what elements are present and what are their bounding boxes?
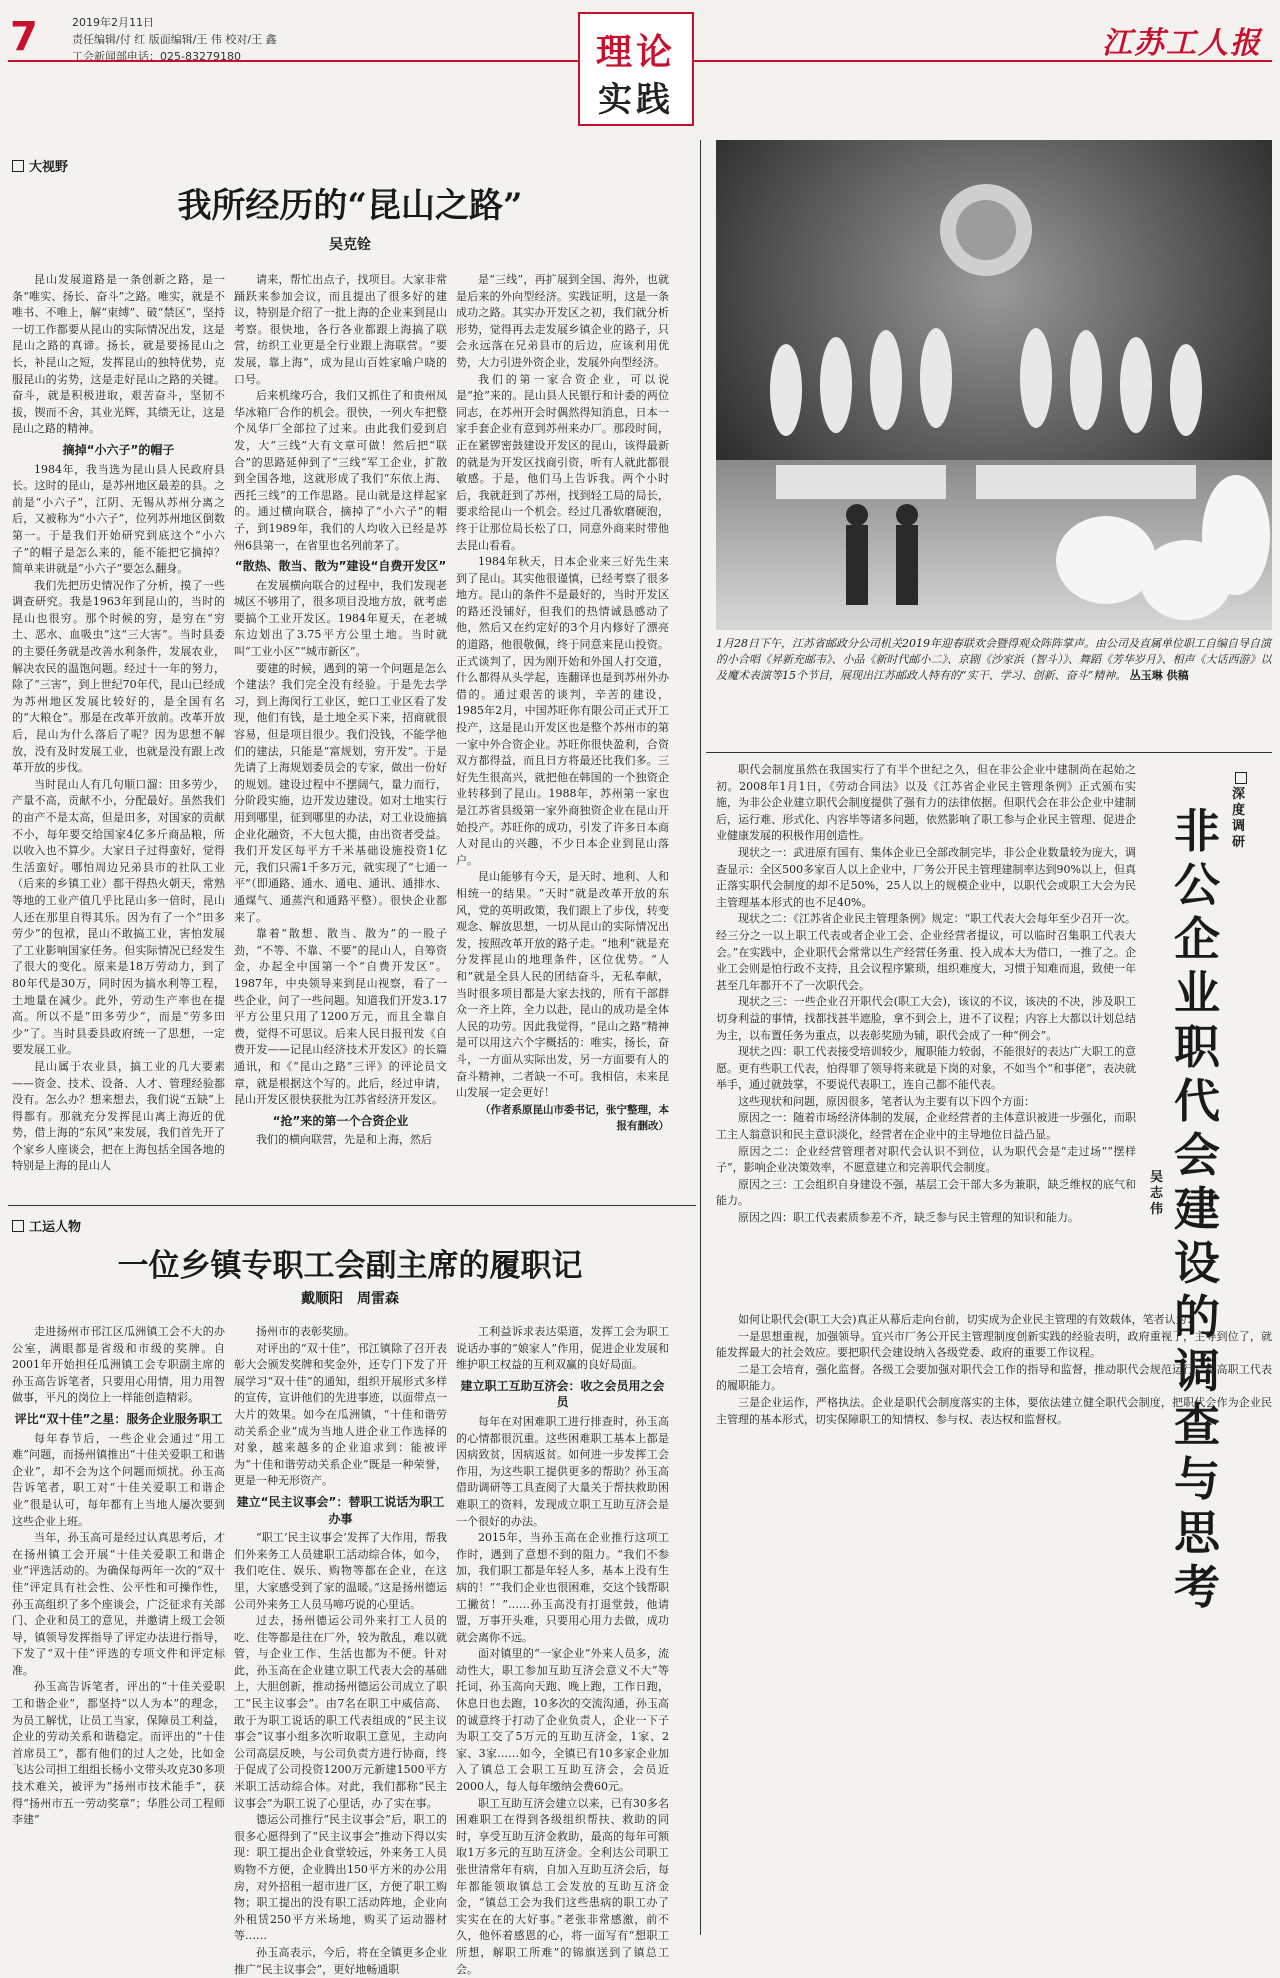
section-label-shendu: 深度调研: [1232, 772, 1250, 851]
subheading: 建立“民主议事会”：替职工说话为职工办事: [236, 1494, 445, 1526]
subheading: “抢”来的第一个合资企业: [272, 1113, 409, 1128]
author-note: （作者系原昆山市委书记，张宁整理，本报有删改）: [480, 1103, 669, 1133]
article3-lower-column: 如何让职代会(职工大会)真正从幕后走向台前，切实成为企业民主管理的有效载体，笔者认为： 一是思想重视，加强领导。宜兴市厂务公开民主管理制度创新实践的经验表明，政府重视了，主导到位了，就能发挥最大的社会效应。要把职代会建设纳入各级党委、政府的重要工作议程。 二是工会培育，强化监督。各级工会要加强对职代会工作的指导和监督，推动职代会规范运行，提高职工代表的履职能力。 三是企业运作，严格执法。企业是职代会制度落实的主体，要依法建立健全职代会制度，把职代会作为企业民主管理的基本形式，切实保障职工的知情权、参与权、表达权和监督权。: [716, 1313, 1272, 1426]
article1-author: 吴克铨: [329, 237, 371, 253]
article2-column-2: 扬州市的表彰奖励。 对评出的“双十佳”，邗江镇除了召开表彰大会颁发奖牌和奖金外，还专门下发了开展学习“双十佳”的通知，组织开展形式多样的宣传，宣讲他们的先进事迹，以面带点一大片的效果。如今在瓜洲镇，“十佳和谐劳动关系企业”成为当地人进企业工作选择的对象，越来越多的企业追求到：能被评为“十佳和谐劳动关系企业”既是一种荣誉，更是一种无形资产。 建立“民主议事会”：替职工说话为职工办事 “职工‘民主议事会’发挥了大作用，帮我们外来务工人员建职工活动综合体，如今，我们吃住、娱乐、购物等都在企业，在这里，大家感受到了家的温暖。”这是扬州德运公司外来务工人员马啼巧说的心里话。 过去，扬州德运公司外来打工人员的吃、住等都是往在厂外，较为散乱，难以就管，与企业工作、生活也都为不便。针对此，孙玉高在企业建立职工代表大会的基础上，大胆创新，推动扬州德运公司成立了职工“民主议事会”。由7名在职工中威信高、敢于为职工说话的职工代表组成的“民主议事会”议事小组多次听取职工意见，主动向公司高层反映，与公司负责方进行协商，终于促成了公司投资1200万元新建1500平方米职工活动综合体。对此，我们都称“民主议事会”为职工说了心里话，办了实在事。 德运公司推行“民主议事会”后，职工的很多心愿得到了“民主议事会”推动下得以实现：职工提出企业食堂较远，外来务工人员购物不方便，企业腾出150平方米的办公用房，对外招租一超市进厂区，方便了职工购物；职工提出的没有职工活动阵地，企业向外租赁250平方米场地，购买了运动器材等…… 孙玉高表示，今后，将在全镇更多企业推广“民主议事会”，更好地畅通职: [234, 1325, 447, 1976]
column-name-box: [578, 12, 694, 126]
stage-performance-image: [716, 140, 1272, 630]
article3-upper-column: 职代会制度虽然在我国实行了有半个世纪之久，但在非公企业中建制尚在起始之初。2008年1月1日，《劳动合同法》以及《江苏省企业民主管理条例》正式颁布实施，为非公企业建立职代会制度提供了强有力的法律依据。但职代会在非公企业中建制后，运行难、形式化、内容毕等诸多问题，依然影响了职工参与企业民主管理、促进企业健康发展的积极作用创造性。 现状之一：武进原有国有、集体企业已全部改制完毕，非公企业数量较为庞大，调查显示：全区500多家百人以上企业中，厂务公开民主管理建制率达到90%以上，但真正落实职代会制度的却不足50%，25人以上的规模企业中，以职代会或职工大会为民主管理基本形式的也不足40%。 现状之二：《江苏省企业民主管理条例》规定：“职工代表大会每年至少召开一次。经三分之一以上职工代表或者企业工会、企业经营者提议，可以临时召集职工代表大会。”在实践中，企业职代会常常以生产经营任务重、投入成本大为借口，一推了之。企业工会则是怕行政不支持，且会议程序繁琐，组织难度大，习惯于知难而退，致使一年甚至几年都开不了一次职代会。 现状之三：一些企业召开职代会(职工大会)，该议的不议，该决的不决，涉及职工切身利益的事情，找都找甚半遮脸，拿不到会上，进不了议程；内容上大都以计划总结为主，以布置任务为重点，以表彰奖励为辅，职代会成了一种“例会”。 现状之四：职工代表接受培训较少，履职能力较弱，不能很好的表达广大职工的意愿。更有些职工代表，怕得罪了领导将来就是下岗的对象，不如当个“和事佬”，表决就举手，通过就鼓掌，不要说代表职工，连自己都不能代表。 这些现状和问题，原因很多，笔者认为主要有以下四个方面： 原因之一：随着市场经济体制的发展，企业经营者的主体意识被进一步强化，而职工主人翁意识和民主意识淡化，经营者在企业中的主导地位日益凸显。 原因之二：企业经营管理者对职代会认识不到位，认为职代会是“走过场”“摆样子”，影响企业决策效率，不愿意建立和完善职代会制度。 原因之三：工会组织自身建设不强，基层工会干部大多为兼职，缺乏维权的底气和能力。 原因之四：职工代表素质参差不齐，缺乏参与民主管理的知识和能力。: [716, 763, 1136, 1225]
article1-column-1: 昆山发展道路是一条创新之路，是一条“唯实、扬长、奋斗”之路。唯实，就是不唯书、不唯上，解“束缚”、破“禁区”，坚持一切工作都要从昆山的实际情况出发，这是昆山之路的真谛。扬长，就是要扬昆山之长，补昆山之短，发挥昆山的独特优势，克服昆山的劣势，这是走好昆山之路的关键。奋斗，就是积极进取，艰苦奋斗，坚韧不拔，锲而不舍，其业光辉，其绩无让，这是昆山之路的精神。 摘掉“小六子”的帽子 1984年，我当选为昆山县人民政府县长。这时的昆山，是苏州地区最差的县。之前是“小六子”，江阴、无锡从苏州分离之后，又被称为“小六子”，位列苏州地区倒数第一。于是我们开始研究到底这个“小六子”的帽子是怎么来的，能不能把它摘掉？简单来讲就是“小六子”要怎么翻身。 我们先把历史情况作了分析，摸了一些调查研究。我是1963年到昆山的，当时的昆山也很穷。那个时候的穷，是穷在“穷土、恶水、血吸虫”这“三大害”。当时县委的主要任务就是改善水利条件，发展农业，解决农民的温饱问题。经过十一年的努力，除了“三害”，到上世纪70年代，昆山已经成为苏州地区发展比较好的，是全国有名的“大粮仓”。那是在改革开放前。改革开放后，昆山为什么落后了呢？因为思想不解放，没有及时发展工业，也就是没有跟上改革开放的步伐。 当时昆山人有几句顺口溜：田多劳少，产量不高，贡献不小，分配最好。虽然我们的亩产不是太高，但是田多，对国家的贡献不小，每年要交给国家4亿多斤商品粮，所以收入也不算少。大家日子过得蛮好，觉得生活蛮好。哪怕周边兄弟县市的社队工业（后来的乡镇工业）都干得热火朝天，常熟等地的工业产值几乎比昆山多一倍时，昆山人还在那里自得其乐。因为有了一个“田多劳少”的包袱，昆山不敢搞工业，害怕发展了工业影响国家任务。但实际情况已经发生了很大的变化。原来是18万劳动力，到了80年代是30万，同时因为搞水利等工程，土地量在减少。此外，劳动生产率也在提高。所以不是“田多劳少”，而是“劳多田少”了。当时县委县政府统一了思想，一定要发展工业。 昆山属于农业县，搞工业的几大要素——资金、技术、设备、人才、管理经验都没有。怎么办？想来想去，我们说“五缺”上得都有。那就充分发挥昆山离上海近的优势，借上海的“东风”来发展，我们首先开了个家乡人座谈会，把在上海包括全国各地的特别是上海的昆山人: [12, 273, 225, 1173]
subheading: 建立职工互助互济会：收之会员用之会员: [460, 1378, 665, 1410]
section-label-gongyun: 工运人物: [12, 1216, 81, 1235]
article2-column-3: 工利益诉求表达渠道，发挥工会为职工说话办事的“娘家人”作用，促进企业发展和维护职工权益的互利双赢的良好局面。 建立职工互助互济会：收之会员用之会员 每年在对困难职工进行排查时，孙玉高的心情都很沉重。这些困难职工基本上都是因病致贫，因病返贫。如何进一步发挥工会作用，为这些职工提供更多的帮助？孙玉高借助调研等工具查阅了大量关于帮扶救助困难职工的资料，发现成立职工互助互济会是一个很好的办法。 2015年，当孙玉高在企业推行这项工作时，遇到了意想不到的阻力。“我们不参加，我们职工都是年轻人多，基本上没有生病的！”“我们企业也很困难，交这个钱帮职工撇贫！”……孙玉高没有打退堂鼓，他请盟，万事开头难，只要用心用力去做，成功就会离你不远。 面对镇里的“一家企业”外来人员多，流动性大，职工参加互助互济会意义不大”等托词，孙玉高向天跑、晚上跑，工作日跑，休息日也去跑，10多次的交流沟通，孙玉高的诚意终于打动了企业负责人，企业一下子为职工交了5万元的互助互济金，1家、2家、3家……如今，全镇已有10多家企业加入了镇总工会职工互助互济会，会员近2000人，每人每年缴纳会费60元。 职工互助互济会建立以来，已有30多名困难职工在得到各级组织帮扶、救助的同时，享受互助互济金救助，最高的每年可额取1万多元的互助互济金。全利达公司职工张世清常年有病，自加入互助互济会后，每年都能领取镇总工会发放的互助互济金金，“镇总工会为我们这些患病的职工办了实实在在的大好事。”老张非常感激，前不久，他怀着感恩的心，将一面写有“想职工所想，解职工所难”的锦旗送到了镇总工会。: [456, 1325, 669, 1976]
section-divider: [8, 1205, 696, 1206]
photo-caption: [716, 636, 1272, 684]
editors-line: 责任编辑/付 红 版面编辑/王 伟 校对/王 鑫: [72, 33, 277, 46]
article1-title: 我所经历的“昆山之路”: [177, 186, 523, 226]
article3-author: 吴志伟: [1150, 1170, 1164, 1217]
article1-column-3: 是“三线”，再扩展到全国、海外，也就是后来的外向型经济。实践证明，这是一条成功之路。其实办开发区之初，我们就分析形势，觉得再去走发展乡镇企业的路子，只会永远落在兄弟县市的后边，应该利用优势，大力引进外资企业，发展外向型经济。 我们的第一家合资企业，可以说是“抢”来的。昆山县人民银行和计委的两位同志，在苏州开会时偶然得知消息，日本一家手套企业有意到苏州来办厂。那段时间，正在紧锣密鼓建设开发区的昆山，该得最新的就是为开发区找商引资，听有人就此都很敏感。于是，他们马上告诉我。两个小时后，我就赶到了苏州，找到轻工局的局长，要求给昆山一个机会。经过几番软磨硬泡，终于让那位局长松了口，同意外商来时带他去昆山看看。 1984年秋天，日本企业来三好先生来到了昆山。其实他很谨慎，已经考察了很多地方。昆山的条件不是最好的，当时开发区的路还没铺好，但我们的热情诚恳感动了他，然后又在约定好的3个月内修好了漂亮的道路，他很敬佩，终于同意来昆山投资。正式谈判了，因为刚开始和外国人打交道，什么都得从头学起，连翻译也是到苏州外办借的。通过艰苦的谈判，辛苦的建设，1985年2月，中国苏旺你有限公司正式开工投产，这是昆山开发区也是整个苏州市的第一家中外合资企业。苏旺你很快盈利，合资双方都得益，而且日方将最还比我们多。三好先生很高兴，就把他在韩国的一个独资企业转移到了昆山。1988年，苏州第一家也是江苏省县级第一家外商独资企业在昆山开始投产。苏旺你的成功，引发了许多日本商人对昆山的兴趣，不少日本企业到昆山落户。 昆山能够有今天，是天时、地利、人和相统一的结果。“天时”就是改革开放的东风，党的英明政策，我们跟上了步伐，转变观念、解放思想，一切从昆山的实际情况出发，按照改革开放的路子走。“地利”就是充分发挥昆山的地理条件，区位优势。“人和”就是全县人民的团结奋斗，无私奉献，当时很多项目都是大家去找的，所有干部群众一齐上阵，全力以赴，昆山的成功是全体人民的功劳。因此我觉得，“昆山之路”精神是可以用这六个字概括的：唯实，扬长，奋斗，一方面从实际出发，另一方面要有人的奋斗精神，二者缺一不可。我相信，未来昆山发展一定会更好！ （作者系原昆山市委书记，张宁整理，本报有删改）: [456, 272, 669, 1195]
phone-line: 工会新闻部电话：025-83279180: [72, 50, 241, 63]
article2-authors: 戴顺阳 周雷森: [301, 1291, 399, 1307]
photo-credit: 丛玉琳 供稿: [1129, 669, 1189, 682]
column-name-bottom: 实践: [598, 80, 674, 120]
subheading: “散热、散当、散为”建设“自费开发区”: [234, 559, 447, 574]
article2-column-1: 走进扬州市邗江区瓜洲镇工会不大的办公室，满眼都是省级和市级的奖牌。自2001年开始担任瓜洲镇工会专职副主席的孙玉高告诉笔者，只要用心用情，用力用智做事，平凡的岗位上一样能创造精彩。 评比“双十佳”之星：服务企业服务职工 每年春节后，一些企业会通过“用工难”问题，而扬州镇推出“十佳关爱职工和谐企业”，却不会为这个问题而烦扰。孙玉高告诉笔者，职工对“十佳关爱职工和谐企业”很是认可，每年都有上当地人屡次要到这些企业上班。 当年，孙玉高可是经过认真思考后，才在扬州镇工会开展“十佳关爱职工和谐企业”评选活动的。为确保每两年一次的“双十佳”评定具有社会性、公平性和可操作性，孙玉高组织了多个座谈会，广泛征求有关部门、企业和员工的意见，并邀请上级工会领导，镇领导发挥指导了评定办法进行指导，下发了“双十佳”评选的专项文件和评定标准。 孙玉高告诉笔者，评出的“十佳关爱职工和谐企业”，都坚持“以人为本”的理念，为员工解忧，让员工当家，保障员工利益，企业的劳动关系和谐稳定。而评出的“十佳首席员工”，都有他们的过人之处，比如金飞达公司担工组组长杨小文带头攻克30多项技术难关，被评为“扬州市技术能手”，获得“扬州市五一劳动奖章”；华胜公司工程师李建”: [12, 1325, 225, 1827]
section-label-dashiye: 大视野: [12, 156, 68, 175]
article2-title: 一位乡镇专职工会副主席的履职记: [117, 1248, 583, 1284]
article3-title: 非公企业职代会建设的调查与思考: [1174, 804, 1220, 1614]
masthead-info: [72, 14, 277, 65]
column-name-top: 理论: [595, 32, 676, 73]
page-number: 7: [10, 14, 38, 60]
subheading: 评比“双十佳”之星：服务企业服务职工: [14, 1411, 223, 1426]
section-divider: [706, 752, 1272, 753]
newspaper-logo: 江苏工人报: [1102, 26, 1262, 61]
caption-text: 1月28日下午，江苏省邮政分公司机关2019年迎春联欢会暨得观众阵阵掌声。由公司及直属单位职工自编自导自演的小合唱《昇新充邮韦》、小品《新时代邮小二》、京剧《沙家浜（智斗）》、舞蹈《芳华岁月》、相声《大话西游》以及魔术表演等15个节目，展现出江苏邮政人特有的“实干、学习、创新、奋斗”精神。: [716, 637, 1272, 682]
publish-date: 2019年2月11日: [72, 16, 154, 29]
article1-column-2: 请来，帮忙出点子，找项目。大家非常踊跃来参加会议，而且提出了很多好的建议，特别是介绍了一批上海的企业来到昆山考察。很快地，各行各业都跟上海搞了联营，纺织工业更是全行业跟上海联营。“要发展，靠上海”，成为昆山百姓家喻户晓的口号。 后来机缘巧合，我们又抓住了和贵州凤华冰箱厂合作的机会。很快，一列火车把整个凤华厂全部拉了过来。由此我们爱到启发，大“三线”大有文章可做！然后把“联合”的思路延伸到了“三线”军工企业，扩散到全国各地，这就形成了我们“东依上海、西托三线”的工作思路。昆山就是这样起家的。通过横向联合，摘掉了“小六子”的帽子，到1989年，我们的人均收入已经是苏州6县第一，在省里也名列前茅了。 “散热、散当、散为”建设“自费开发区” 在发展横向联合的过程中，我们发现老城区不够用了，很多项目没地方放，就考虑要搞个工业开发区。1984年夏天，在老城东边划出了3.75平方公里土地。当时就叫“工业小区”“城市新区”。 要建的时候，遇到的第一个问题是怎么个建法？我们完全没有经验。于是先去学习，到上海闵行工业区，蛇口工业区看了发现，他们有钱，是土地全买下来，招商就很容易，但是项目很少。我们没钱，不能学他们的建法，只能是“富规划，穷开发”。于是先请了上海规划委员会的专家，做出一份好的规划。建设过程中不摆阔气，量力而行，分阶段实施，边开发边建设。如对土地实行用到哪里，征到哪里的办法，对工业设施搞企业化融资，不大包大揽，由出资者受益。我们开发区每平方千米基础设施投资1亿元，我们只需1千多万元，就实现了“七通一平”（即通路、通水、通电、通讯、通排水、通煤气、通蒸汽和通路平整）。很快企业都来了。 靠着“散想、散当、散为”的一股子劲，“不等、不靠、不要”的昆山人，自筹资金，办起全中国第一个“自费开发区”。1987年，中央领导来到昆山视察，看了一些企业，问了一些问题。知道我们开发3.17平方公里只用了1200万元，而且全靠自费，觉得不可思议。后来人民日报刊发《自费开发——记昆山经济技术开发区》的长篇通讯，和《“昆山之路”三评》的评论员文章，就是根据这个写的。此后，经过申请，昆山开发区很快获批为江苏省经济开发区。 “抢”来的第一个合资企业 我们的横向联营，先是和上海，然后: [234, 273, 447, 1147]
column-divider: [700, 140, 701, 1935]
subheading: 摘掉“小六子”的帽子: [62, 442, 175, 457]
event-photo: [716, 140, 1272, 630]
